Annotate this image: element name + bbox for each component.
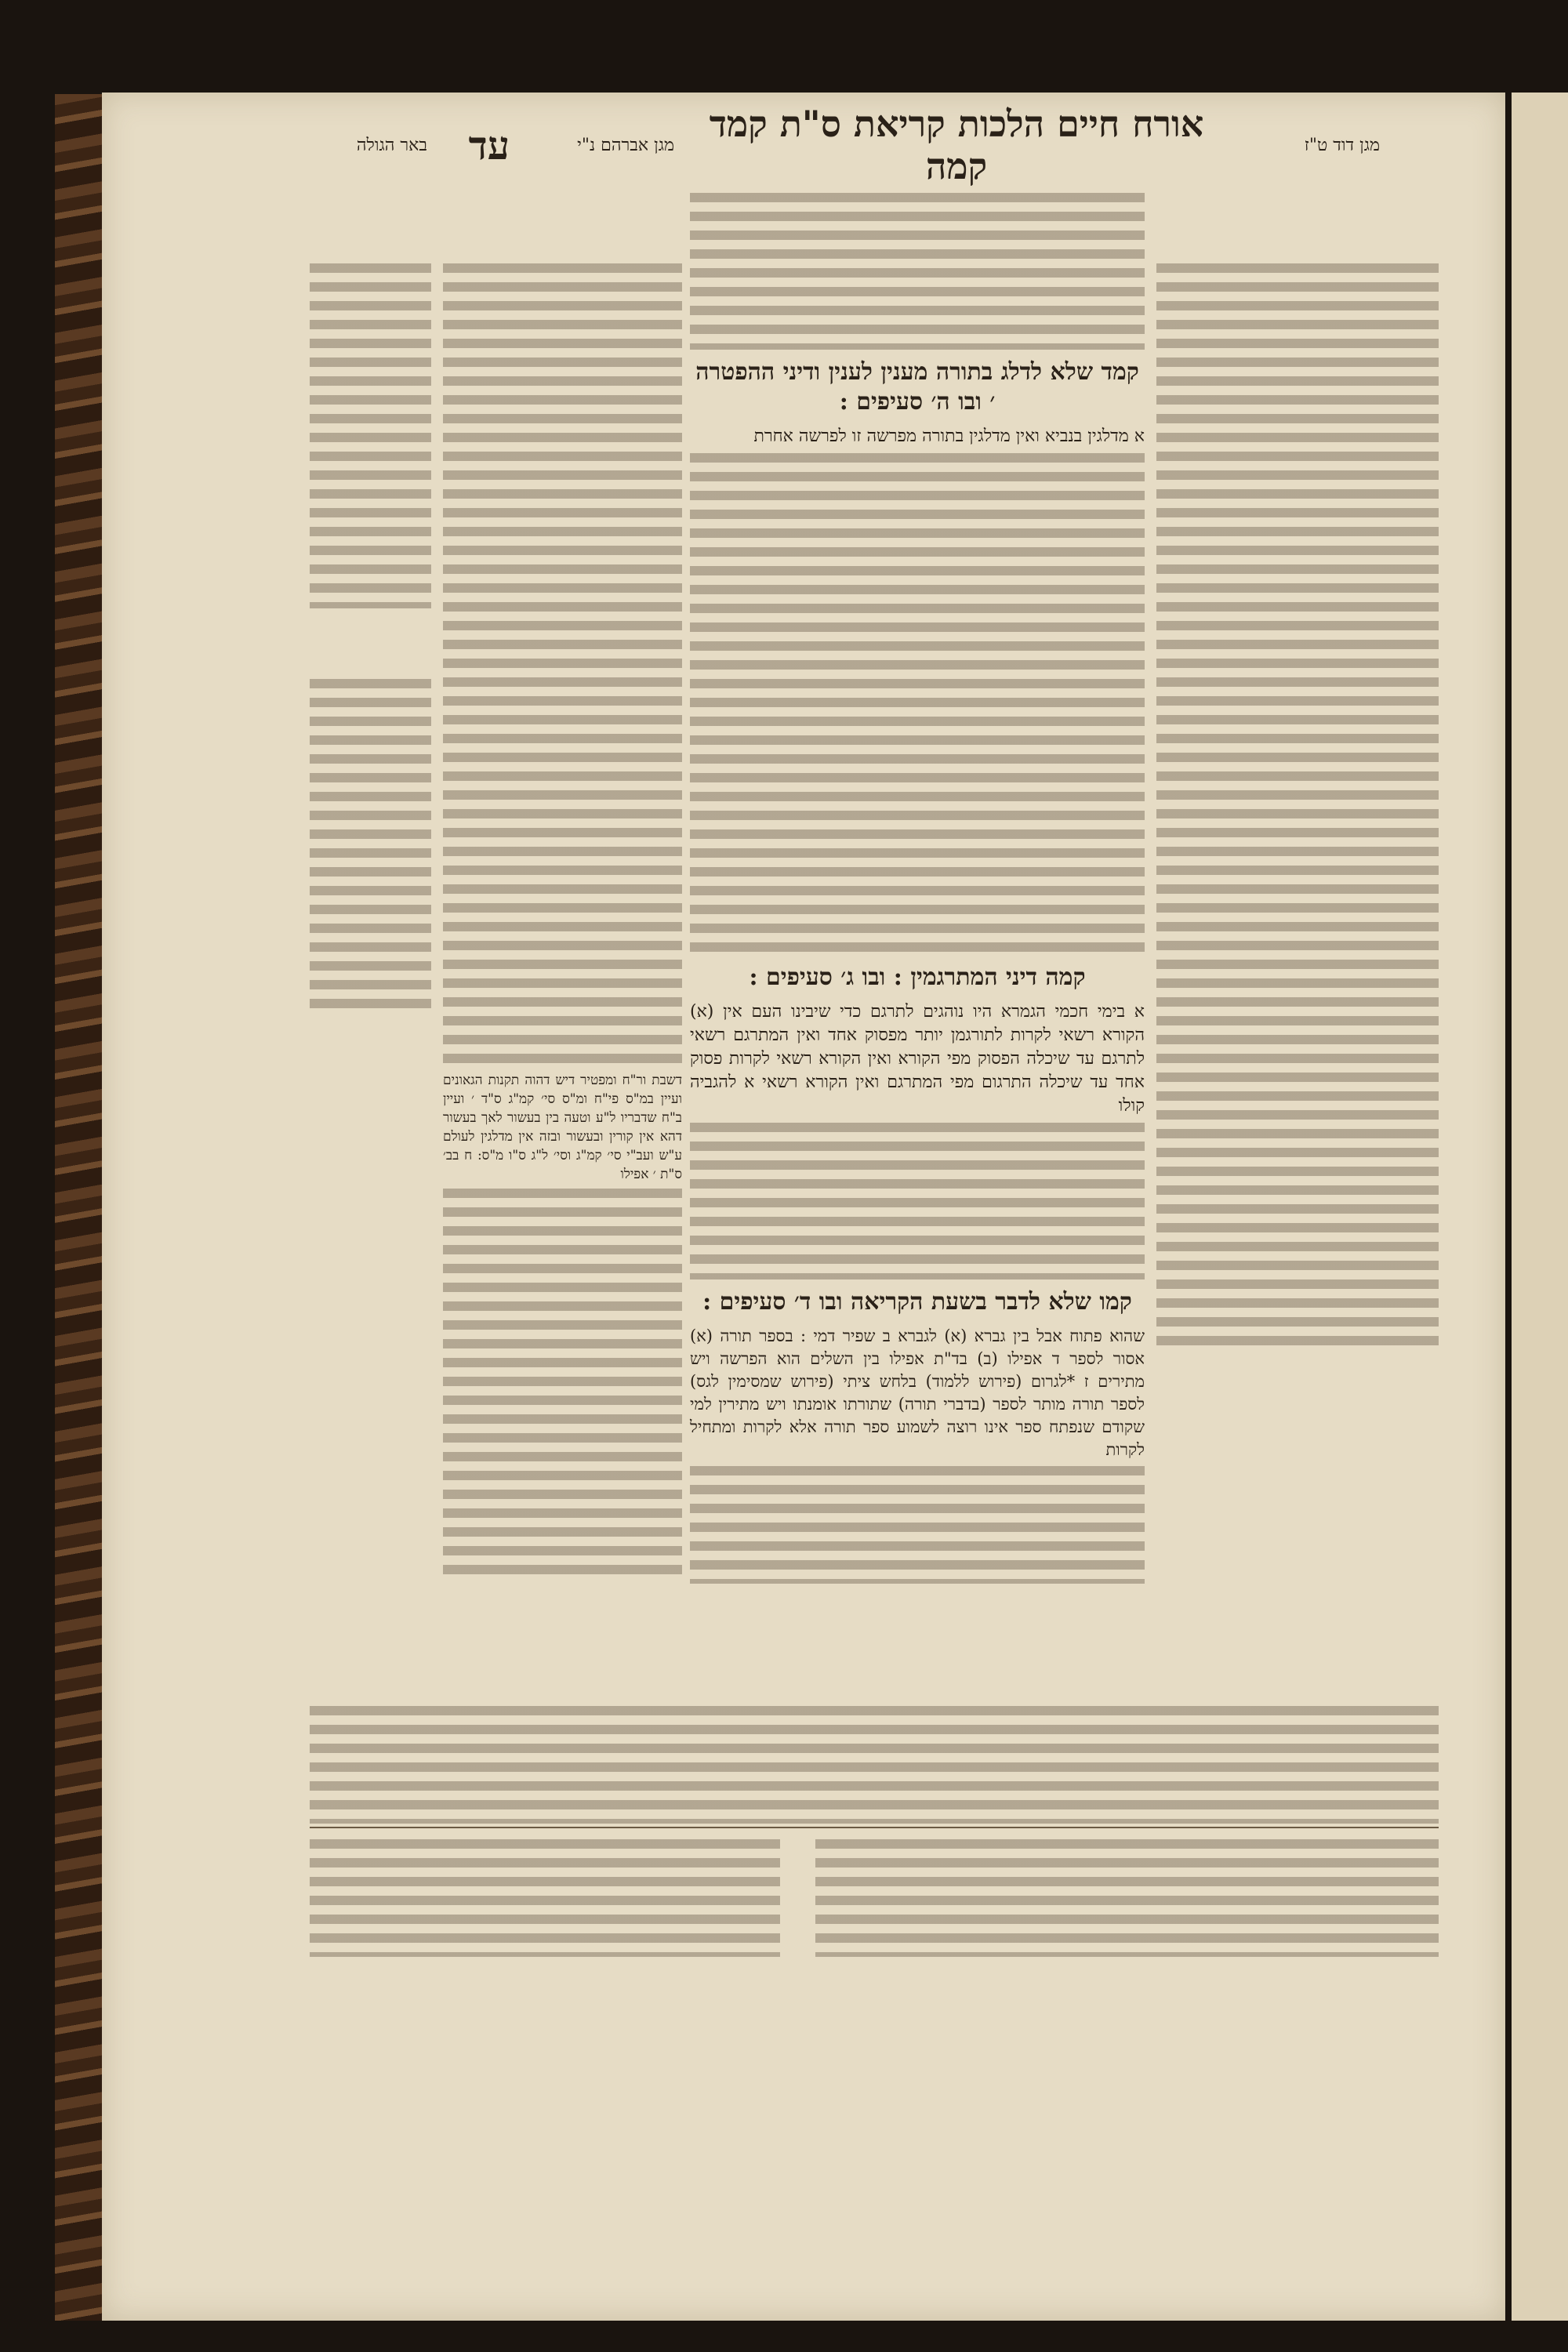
header-magen-david: מגן דוד ט"ז xyxy=(1304,136,1380,155)
text-lines xyxy=(310,263,431,608)
text-lines xyxy=(443,263,682,1071)
header-beer-hagolah: באר הגולה xyxy=(356,136,427,155)
siman-146-text: שהוא פתוח אבל בין גברא (א) לגברא ב שפיר דמי : בספר תורה (א) אסור לספר ד אפילו (ב) בד"ת אפילו בין השלים הוא הפרשה ויש מתירים ז *לגרום (פירוש ללמוד) בלחש ציתי (פירוש שמסימין לגס) לספר תורה מותר לספר (בדברי תורה) שתורתו אומנתו ויש מתירין למי שקודם שנפתח ספר אינו רוצה לשמוע ספר תורה אלא לקרות ומתחיל לקרות xyxy=(690,1327,1145,1459)
main-text-column xyxy=(690,188,1145,1678)
beer-heitev-right xyxy=(815,1835,1439,1952)
text-lines xyxy=(310,1706,1439,1824)
magen-avraham-text: דשבת ור"ח ומפטיר דיש דהוה תקנות הגאונים ועיין במ"ס פי"ח ומ"ס סי׳ קמ"ג ס"ד ׳ ועיין ב"ח שדבריו ל"ע וטעה בין בעשור לאך בעשור דהא אין קורין ובעשור ובזה אין מדלגין לעולם ע"ש ועב"י סי׳ קמ"ג וסי׳ ל"ג ס"ו מ"ס: ח בב׳ ס"ת ׳ אפילו xyxy=(443,1073,682,1182)
text-lines xyxy=(443,1189,682,1581)
page-number: עד xyxy=(468,122,510,169)
header-magen-avraham: מגן אברהם נ"י xyxy=(577,136,674,155)
siman-145-title: קמה דיני המתרגמין : ובו ג׳ סעיפים : xyxy=(749,964,1086,991)
divider xyxy=(310,1827,1439,1828)
text-lines xyxy=(310,1839,780,1957)
beer-heitev-left xyxy=(310,1835,780,1952)
siman-146-title: קמו שלא לדבר בשעת הקריאה ובו ד׳ סעיפים : xyxy=(702,1288,1132,1316)
siman-144-text: א מדלגין בנביא ואין מדלגין בתורה מפרשה זו לפרשה אחרת xyxy=(753,426,1145,446)
magen-avraham-column xyxy=(443,259,682,1654)
text-lines xyxy=(690,1466,1145,1584)
text-lines xyxy=(815,1839,1439,1957)
text-lines xyxy=(1156,263,1439,1345)
magen-david-column xyxy=(1156,259,1439,1341)
siman-144-title: קמד שלא לדלג בתורה מענין לענין ודיני ההפטרה ׳ ובו ה׳ סעיפים : xyxy=(695,358,1139,416)
book-edge xyxy=(55,94,103,2321)
lower-commentary xyxy=(310,1701,1439,1819)
ateret-zekenim-column xyxy=(310,674,431,1004)
text-lines xyxy=(690,1123,1145,1279)
page-title: אורח חיים הלכות קריאת ס"ת קמד קמה xyxy=(709,103,1204,187)
text-lines xyxy=(310,679,431,1008)
text-lines xyxy=(690,453,1145,955)
beer-hagolah-column xyxy=(310,259,431,604)
text-lines xyxy=(690,193,1145,350)
siman-145-text: א בימי חכמי הגמרא היו נוהגים לתרגם כדי שיבינו העם אין (א) הקורא רשאי לקרות לתורגמן יותר מפסוק אחד ואין המתרגם רשאי לתרגם עד שיכלה הפסוק מפי הקורא ואין הקורא רשאי לקרות פסוק אחד עד שיכלה התרגום מפי המתרגם ואין הקורא רשאי א להגביה קולו xyxy=(690,1002,1145,1116)
next-page-edge xyxy=(1512,93,1568,2321)
